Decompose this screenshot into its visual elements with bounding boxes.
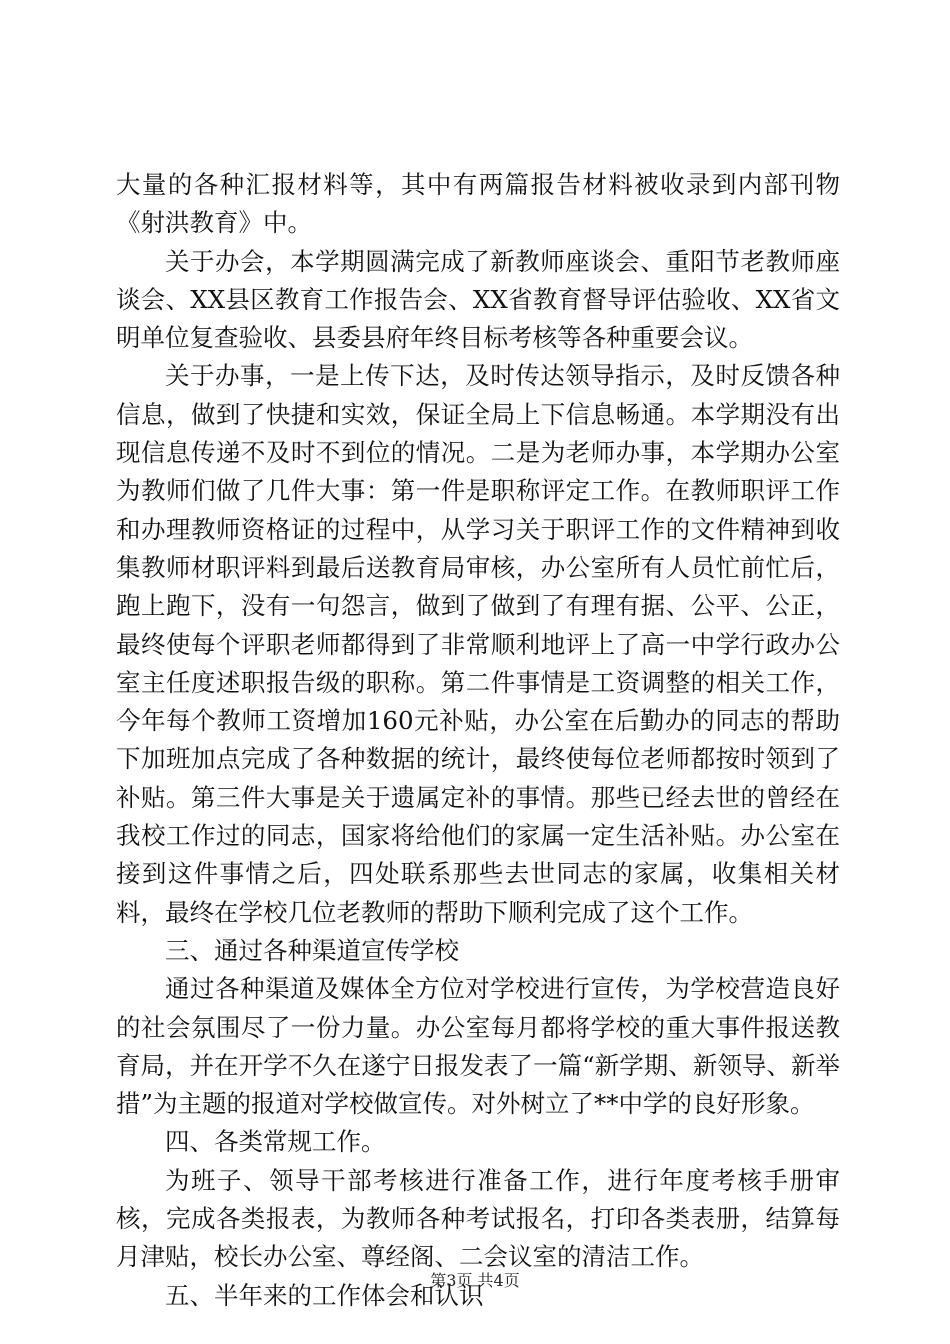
document-body — [116, 166, 840, 1315]
paragraph-publicity: 通过各种渠道及媒体全方位对学校进行宣传，为学校营造良好的社会氛围尽了一份力量。办公室每月都将学校的重大事件报送教育局，并在开学不久在遂宁日报发表了一篇“新学期、新领导、新举措”为主题的报道对学校做宣传。对外树立了**中学的良好形象。 — [116, 974, 840, 1119]
paragraph-continued: 大量的各种汇报材料等，其中有两篇报告材料被收录到内部刊物《射洪教育》中。 — [116, 170, 840, 238]
paragraph-affairs: 关于办事，一是上传下达，及时传达领导指示，及时反馈各种信息，做到了快捷和实效，保证全局上下信息畅通。本学期没有出现信息传递不及时不到位的情况。二是为老师办事，本学期办公室为教师们做了几件大事：第一件是职称评定工作。在教师职评工作和办理教师资格证的过程中，从学习关于职评工作的文件精神到收集教师材职评料到最后送教育局审核，办公室所有人员忙前忙后，跑上跑下，没有一句怨言，做到了做到了有理有据、公平、公正，最终使每个评职老师都得到了非常顺利地评上了高一中学行政办公室主任度述职报告级的职称。第二件事情是工资调整的相关工作，今年每个教师工资增加160元补贴，办公室在后勤办的同志的帮助下加班加点完成了各种数据的统计，最终使每位老师都按时领到了补贴。第三件大事是关于遗属定补的事情。那些已经去世的曾经在我校工作过的同志，国家将给他们的家属一定生活补贴。办公室在接到这件事情之后，四处联系那些去世同志的家属，收集相关材料，最终在学校几位老教师的帮助下顺利完成了这个工作。 — [116, 361, 840, 927]
section-heading-publicity: 三、通过各种渠道宣传学校 — [165, 935, 459, 965]
page-number-footer: 第3页 共4页 — [430, 1271, 520, 1290]
paragraph-meetings: 关于办会，本学期圆满完成了新教师座谈会、重阳节老教师座谈会、XX县区教育工作报告会、XX省教育督导评估验收、XX省文明单位复查验收、县委县府年终目标考核等各种重要会议。 — [116, 246, 840, 353]
section-heading-reflection: 五、半年来的工作体会和认识 — [165, 1280, 484, 1310]
section-heading-routine: 四、各类常规工作。 — [165, 1127, 386, 1157]
paragraph-routine: 为班子、领导干部考核进行准备工作，进行年度考核手册审核，完成各类报表，为教师各种考试报名，打印各类表册，结算每月津贴，校长办公室、尊经阁、二会议室的清洁工作。 — [116, 1165, 840, 1272]
